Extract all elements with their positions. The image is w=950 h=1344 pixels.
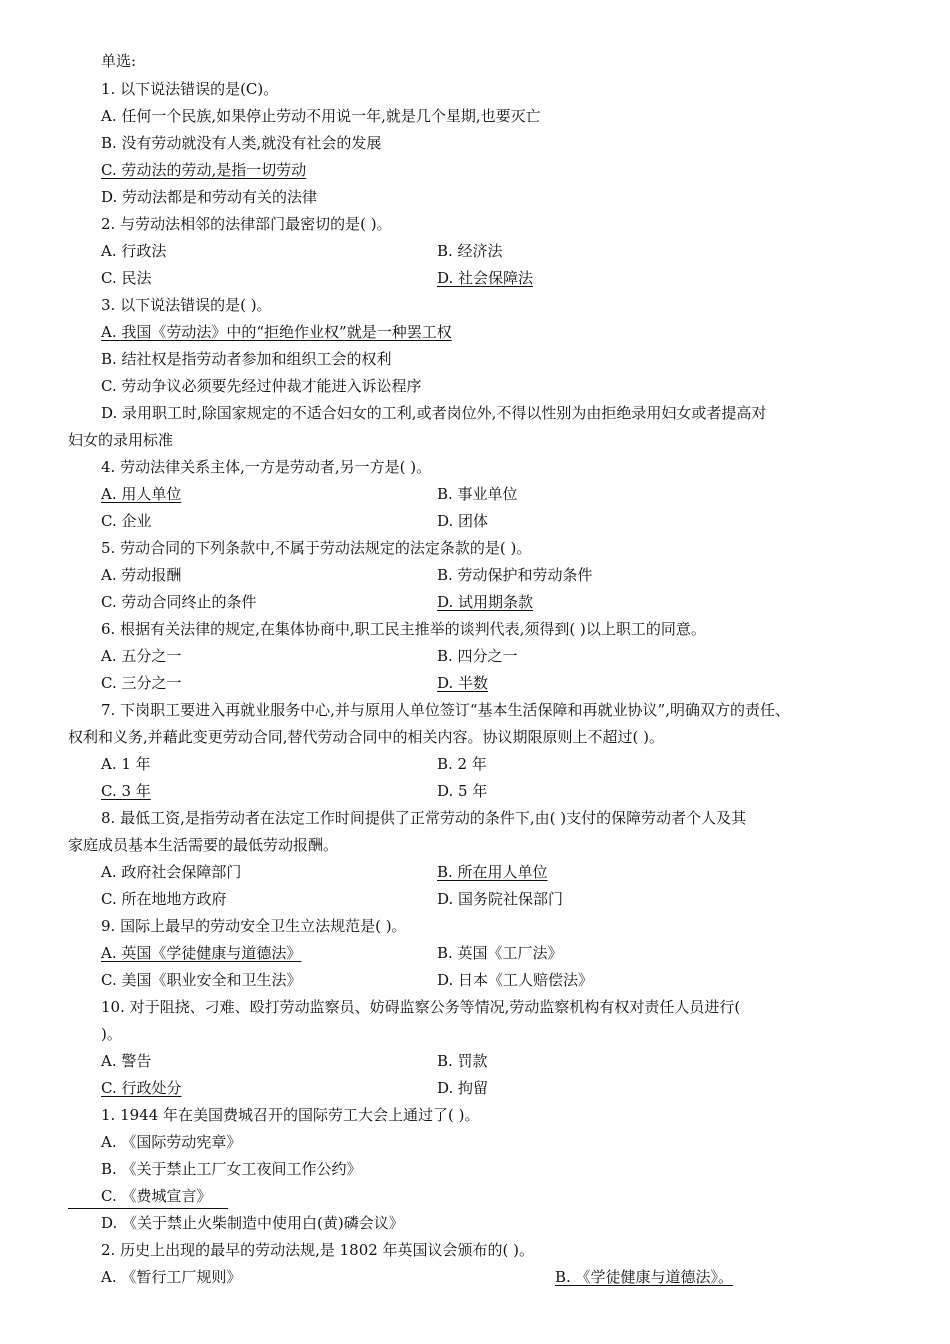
question-9-option-d: D. 日本《工人赔偿法》 [437,971,594,989]
question-6-option-b: B. 四分之一 [437,647,518,665]
question-3-option-d-line-2: 妇女的录用标准 [68,431,174,449]
question-8-stem-line-2: 家庭成员基本生活需要的最低劳动报酬。 [68,836,339,854]
question-10-option-c-answer: C. 行政处分 [101,1079,182,1097]
question-7-option-a: A. 1 年 [101,755,151,773]
question-5-option-d-answer: D. 试用期条款 [437,593,534,611]
part2-question-1-option-b: B. 《关于禁止工厂女工夜间工作公约》 [101,1160,362,1178]
answer-underline [68,1208,228,1209]
question-4-stem: 4. 劳动法律关系主体,一方是劳动者,另一方是( )。 [101,458,432,476]
question-4-option-d: D. 团体 [437,512,489,530]
question-2-option-d-answer: D. 社会保障法 [437,269,534,287]
question-4-option-a-answer: A. 用人单位 [101,485,182,503]
question-7-option-c-answer: C. 3 年 [101,782,151,800]
question-1-option-d: D. 劳动法都是和劳动有关的法律 [101,188,318,206]
question-6-option-c: C. 三分之一 [101,674,182,692]
question-8-option-c: C. 所在地地方政府 [101,890,227,908]
question-5-option-b: B. 劳动保护和劳动条件 [437,566,593,584]
question-10-option-d: D. 拘留 [437,1079,489,1097]
question-6-stem: 6. 根据有关法律的规定,在集体协商中,职工民主推举的谈判代表,须得到( )以上职工的同意。 [101,620,706,638]
question-9-option-a-answer: A. 英国《学徒健康与道德法》 [101,944,302,962]
part2-question-1-option-d: D. 《关于禁止火柴制造中使用白(黄)磷会议》 [101,1214,404,1232]
question-9-option-c: C. 美国《职业安全和卫生法》 [101,971,302,989]
question-6-option-d-answer: D. 半数 [437,674,489,692]
question-3-option-d-line-1: D. 录用职工时,除国家规定的不适合妇女的工利,或者岗位外,不得以性别为由拒绝录用妇女或者提高对 [101,404,767,422]
question-9-stem: 9. 国际上最早的劳动安全卫生立法规范是( )。 [101,917,407,935]
part2-question-2-option-a: A. 《暂行工厂规则》 [101,1268,242,1286]
question-10-stem-line-1: 10. 对于阻挠、刁难、殴打劳动监察员、妨碍监察公务等情况,劳动监察机构有权对责任人员进行( [101,998,741,1016]
question-3-option-a-answer: A. 我国《劳动法》中的“拒绝作业权”就是一种罢工权 [101,323,452,341]
part2-question-1-option-a: A. 《国际劳动宪章》 [101,1133,242,1151]
question-3-option-c: C. 劳动争议必须要先经过仲裁才能进入诉讼程序 [101,377,422,395]
question-7-option-b: B. 2 年 [437,755,487,773]
question-4-option-c: C. 企业 [101,512,152,530]
question-1-stem: 1. 以下说法错误的是(C)。 [101,80,279,98]
question-1-option-a: A. 任何一个民族,如果停止劳动不用说一年,就是几个星期,也要灭亡 [101,107,541,125]
question-10-option-b: B. 罚款 [437,1052,488,1070]
question-3-stem: 3. 以下说法错误的是( )。 [101,296,272,314]
section-title: 单选: [101,52,137,70]
part2-question-1-option-c-answer: C. 《费城宣言》 [101,1187,212,1205]
question-5-option-c: C. 劳动合同终止的条件 [101,593,257,611]
question-3-option-b: B. 结社权是指劳动者参加和组织工会的权利 [101,350,392,368]
part2-question-1-stem: 1. 1944 年在美国费城召开的国际劳工大会上通过了( )。 [101,1106,480,1124]
question-8-option-a: A. 政府社会保障部门 [101,863,242,881]
question-4-option-b: B. 事业单位 [437,485,518,503]
question-2-option-a: A. 行政法 [101,242,167,260]
question-7-stem-line-2: 权利和义务,并藉此变更劳动合同,替代劳动合同中的相关内容。协议期限原则上不超过( )。 [68,728,665,746]
question-8-option-b-answer: B. 所在用人单位 [437,863,548,881]
part2-question-2-option-b-answer: B. 《学徒健康与道德法》。 [555,1268,734,1286]
question-10-option-a: A. 警告 [101,1052,152,1070]
question-10-stem-line-2: )。 [101,1025,122,1043]
question-7-stem-line-1: 7. 下岗职工要进入再就业服务中心,并与原用人单位签订“基本生活保障和再就业协议”,明确双方的责任、 [101,701,790,719]
question-2-option-c: C. 民法 [101,269,152,287]
question-8-option-d: D. 国务院社保部门 [437,890,564,908]
question-6-option-a: A. 五分之一 [101,647,182,665]
question-2-stem: 2. 与劳动法相邻的法律部门最密切的是( )。 [101,215,392,233]
part2-question-2-stem: 2. 历史上出现的最早的劳动法规,是 1802 年英国议会颁布的( )。 [101,1241,535,1259]
question-7-option-d: D. 5 年 [437,782,488,800]
question-5-stem: 5. 劳动合同的下列条款中,不属于劳动法规定的法定条款的是( )。 [101,539,532,557]
question-5-option-a: A. 劳动报酬 [101,566,182,584]
question-9-option-b: B. 英国《工厂法》 [437,944,563,962]
question-1-option-c-answer: C. 劳动法的劳动,是指一切劳动 [101,161,307,179]
question-2-option-b: B. 经济法 [437,242,503,260]
question-1-option-b: B. 没有劳动就没有人类,就没有社会的发展 [101,134,382,152]
question-8-stem-line-1: 8. 最低工资,是指劳动者在法定工作时间提供了正常劳动的条件下,由( )支付的保障劳动者个人及其 [101,809,747,827]
